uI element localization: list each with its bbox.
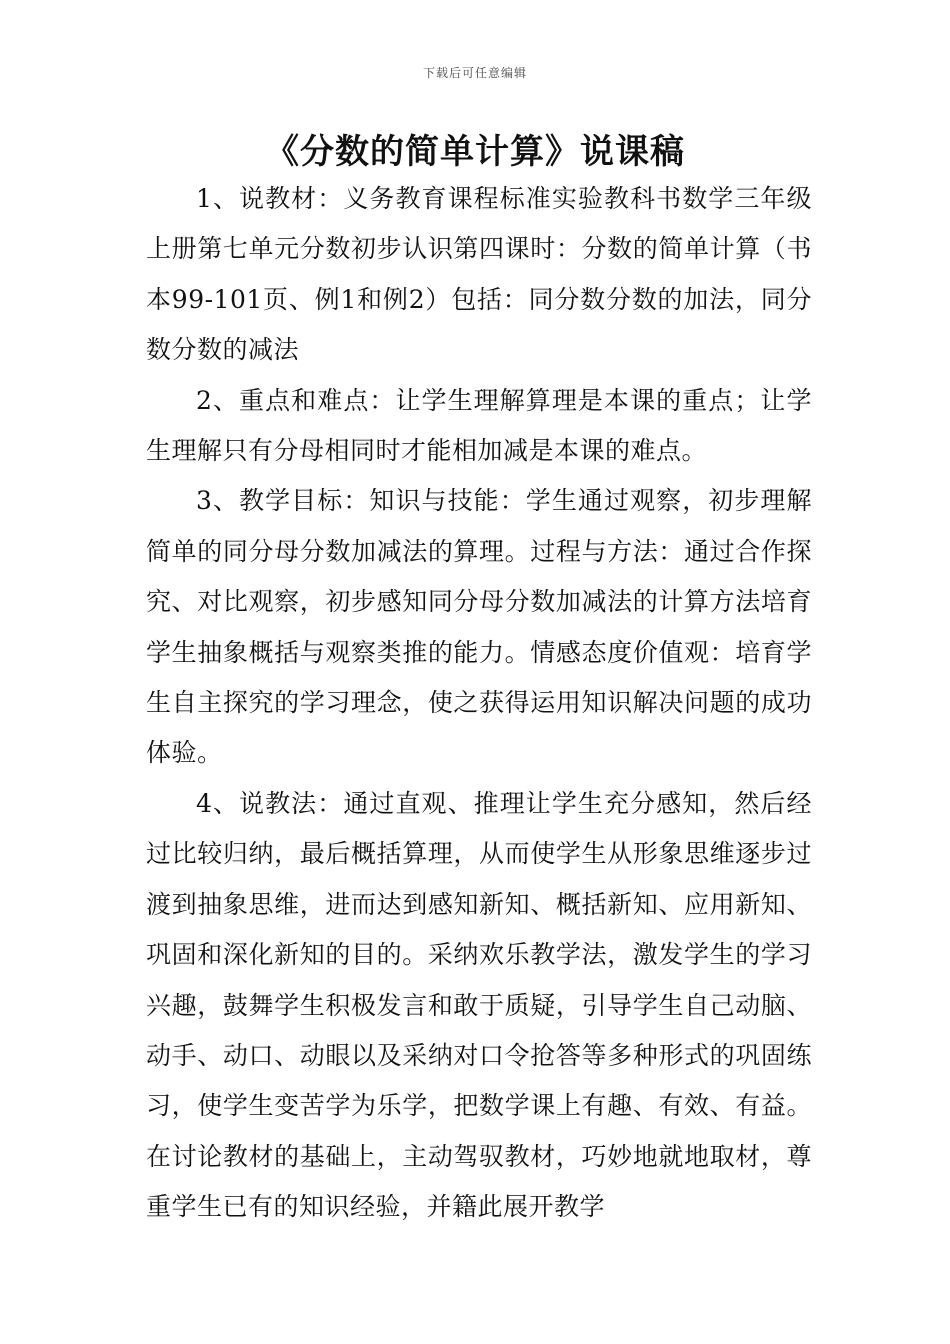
document-body — [146, 174, 812, 1233]
paragraph-teaching-goals: 3、教学目标：知识与技能：学生通过观察，初步理解简单的同分母分数加减法的算理。过程与方法：通过合作探究、对比观察，初步感知同分母分数加减法的计算方法培育学生抽象概括与观察类推的能力。情感态度价值观：培育学生自主探究的学习理念，使之获得运用知识解决问题的成功体验。 — [146, 486, 812, 768]
paragraph-teaching-material: 1、说教材：义务教育课程标准实验教科书数学三年级上册第七单元分数初步认识第四课时：分数的简单计算（书本99-101页、例1和例2）包括：同分数分数的加法，同分数分数的减法 — [146, 184, 812, 365]
paragraph-teaching-method: 4、说教法：通过直观、推理让学生充分感知，然后经过比较归纳，最后概括算理，从而使学生从形象思维逐步过渡到抽象思维，进而达到感知新知、概括新知、应用新知、巩固和深化新知的目的。采纳欢乐教学法，激发学生的学习兴趣，鼓舞学生积极发言和敢于质疑，引导学生自己动脑、动手、动口、动眼以及采纳对口令抢答等多种形式的巩固练习，使学生变苦学为乐学，把数学课上有趣、有效、有益。在讨论教材的基础上，主动驾驭教材，巧妙地就地取材，尊重学生已有的知识经验，并籍此展开教学 — [146, 788, 812, 1222]
paragraph-key-points: 2、重点和难点：让学生理解算理是本课的重点；让学生理解只有分母相同时才能相加减是本课的难点。 — [146, 385, 812, 466]
header-note: 下载后可任意编辑 — [422, 66, 527, 80]
document-title: 《分数的简单计算》说课稿 — [265, 132, 685, 172]
